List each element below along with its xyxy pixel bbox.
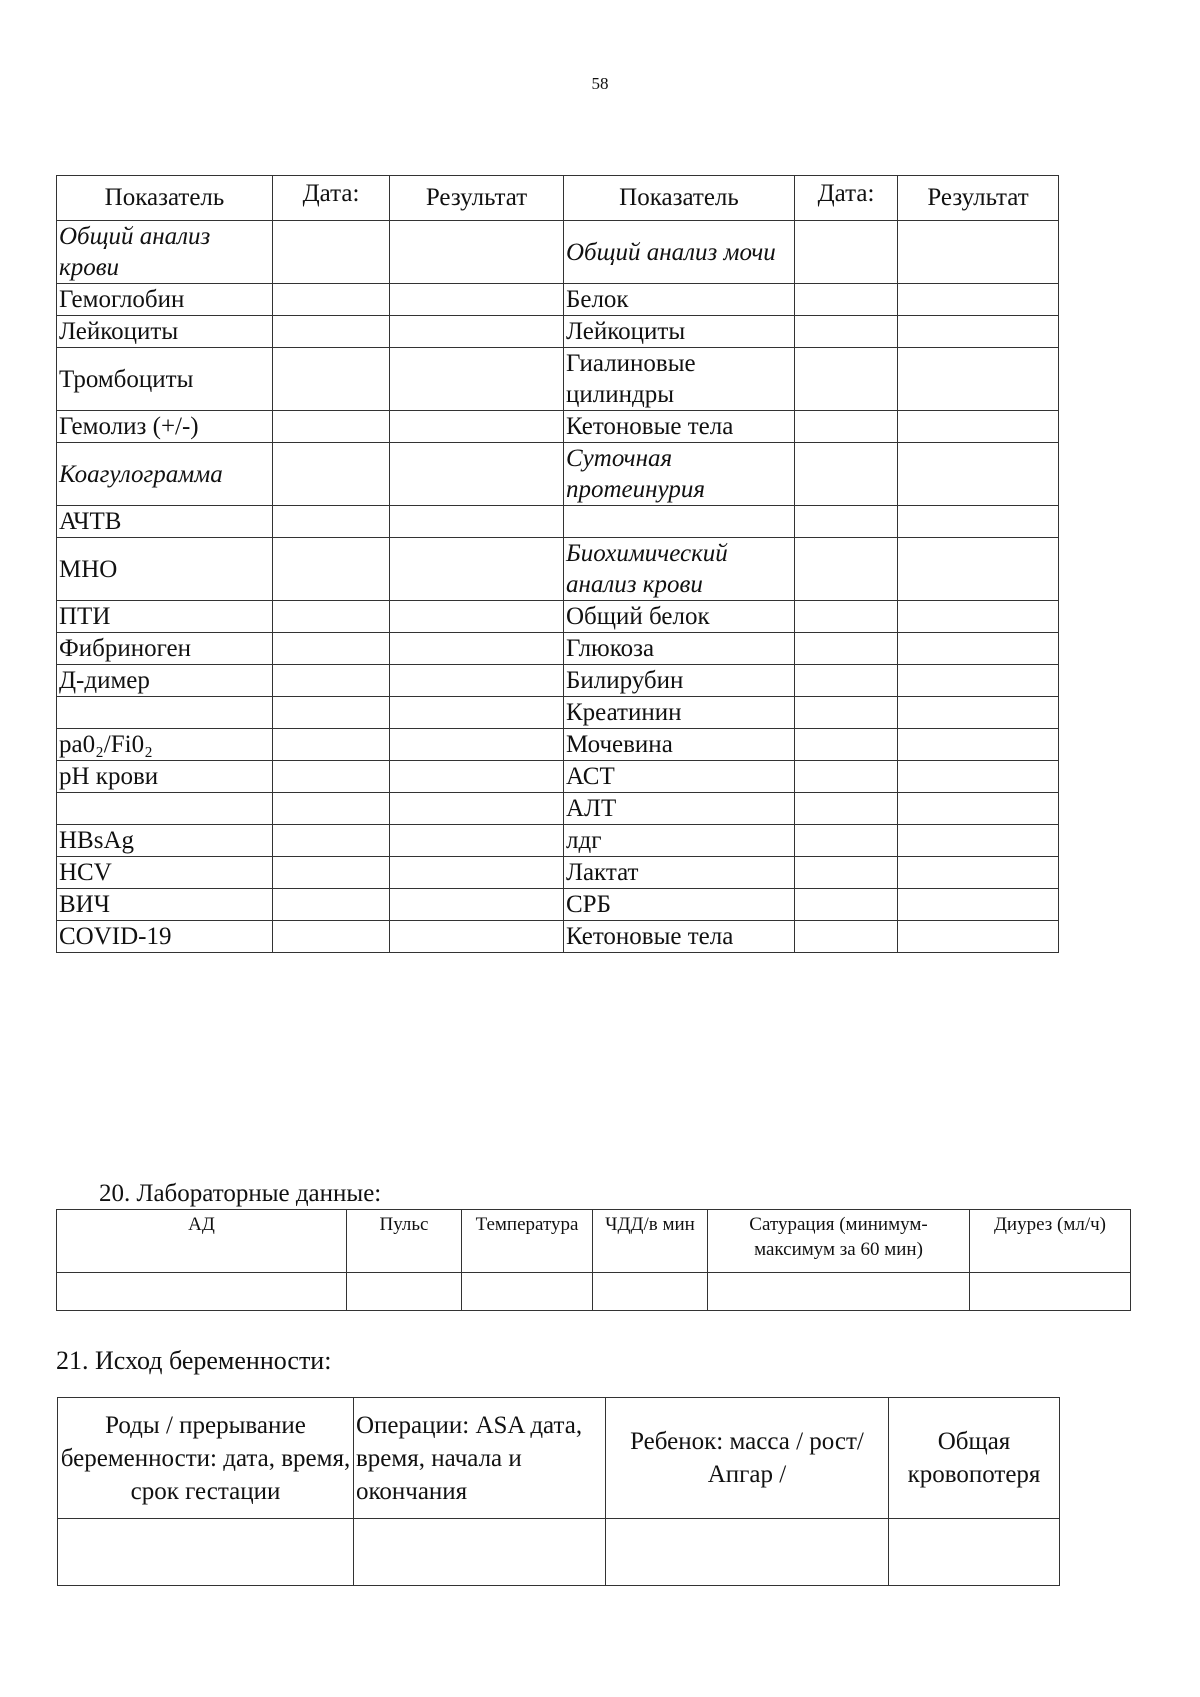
lab-indicators-table — [56, 175, 1059, 953]
section-20-title: 20. Лабораторные данные: — [99, 1180, 382, 1207]
table-row — [57, 729, 1059, 761]
page-number: 58 — [591, 74, 609, 93]
date-cell-right[interactable] — [795, 729, 898, 761]
result-cell-right[interactable] — [898, 633, 1059, 665]
table-row — [57, 411, 1059, 443]
date-cell-right[interactable] — [795, 348, 898, 411]
indicator-right: Кетоновые тела — [564, 411, 795, 443]
result-cell-left[interactable] — [390, 316, 564, 348]
result-cell-right[interactable] — [898, 729, 1059, 761]
date-cell-right[interactable] — [795, 921, 898, 953]
result-cell-right[interactable] — [898, 284, 1059, 316]
result-cell-left[interactable] — [390, 633, 564, 665]
date-cell-right[interactable] — [795, 601, 898, 633]
date-cell-right[interactable] — [795, 284, 898, 316]
indicator-right: Кетоновые тела — [564, 921, 795, 953]
indicator-right: Гиалиновые цилиндры — [564, 348, 795, 411]
lab-table-header-row — [57, 176, 1059, 221]
date-cell-right[interactable] — [795, 443, 898, 506]
blood-pressure-cell[interactable] — [57, 1273, 347, 1311]
table-row — [57, 284, 1059, 316]
indicator-left: Тромбоциты — [57, 348, 273, 411]
result-cell-left[interactable] — [390, 729, 564, 761]
header-delivery: Роды / прерывание беременности: дата, время, срок гестации — [58, 1398, 354, 1519]
temperature-cell[interactable] — [462, 1273, 593, 1311]
date-cell-right[interactable] — [795, 857, 898, 889]
result-cell-left[interactable] — [390, 761, 564, 793]
table-row — [57, 221, 1059, 284]
date-cell-left[interactable] — [273, 443, 390, 506]
date-cell-right[interactable] — [795, 633, 898, 665]
indicator-right: Белок — [564, 284, 795, 316]
date-cell-left[interactable] — [273, 857, 390, 889]
indicator-left: Гемоглобин — [57, 284, 273, 316]
table-row — [57, 443, 1059, 506]
header-diuresis: Диурез (мл/ч) — [970, 1210, 1131, 1273]
table-row — [57, 601, 1059, 633]
indicator-left: pa0₂/Fi0₂ — [57, 729, 273, 761]
date-cell-right[interactable] — [795, 889, 898, 921]
indicator-left: pH крови — [57, 761, 273, 793]
header-indicator-right: Показатель — [564, 176, 795, 221]
indicator-right: Биохимический анализ крови — [564, 538, 795, 601]
table-row — [57, 348, 1059, 411]
table-row — [57, 697, 1059, 729]
date-cell-right[interactable] — [795, 221, 898, 284]
indicator-left: Гемолиз (+/-) — [57, 411, 273, 443]
indicator-left: Общий анализ крови — [57, 221, 273, 284]
table-row — [57, 921, 1059, 953]
result-cell-right[interactable] — [898, 316, 1059, 348]
date-cell-left[interactable] — [273, 316, 390, 348]
header-date-left: Дата: — [273, 176, 390, 221]
header-blood-loss: Общая кровопотеря — [889, 1398, 1060, 1519]
table-row — [57, 793, 1059, 825]
header-respiratory-rate: ЧДД/в мин — [593, 1210, 708, 1273]
table-row — [57, 633, 1059, 665]
result-cell-right[interactable] — [898, 348, 1059, 411]
indicator-right: Общий анализ мочи — [564, 221, 795, 284]
indicator-left: Лейкоциты — [57, 316, 273, 348]
date-cell-left[interactable] — [273, 729, 390, 761]
vitals-entry-row — [57, 1273, 1131, 1311]
date-cell-right[interactable] — [795, 316, 898, 348]
header-result-left: Результат — [390, 176, 564, 221]
indicator-right — [564, 506, 795, 538]
indicator-left — [57, 697, 273, 729]
indicator-left: ПТИ — [57, 601, 273, 633]
result-cell-right[interactable] — [898, 443, 1059, 506]
result-cell-left[interactable] — [390, 411, 564, 443]
date-cell-left[interactable] — [273, 221, 390, 284]
indicator-left: Фибриноген — [57, 633, 273, 665]
vitals-header-row — [57, 1210, 1131, 1273]
pulse-cell[interactable] — [347, 1273, 462, 1311]
table-row — [57, 665, 1059, 697]
date-cell-left[interactable] — [273, 889, 390, 921]
result-cell-left[interactable] — [390, 665, 564, 697]
header-temperature: Температура — [462, 1210, 593, 1273]
respiratory-rate-cell[interactable] — [593, 1273, 708, 1311]
header-result-right: Результат — [898, 176, 1059, 221]
date-cell-right[interactable] — [795, 793, 898, 825]
result-cell-right[interactable] — [898, 857, 1059, 889]
date-cell-right[interactable] — [795, 825, 898, 857]
indicator-right: Глюкоза — [564, 633, 795, 665]
result-cell-right[interactable] — [898, 506, 1059, 538]
indicator-left: Д-димер — [57, 665, 273, 697]
result-cell-right[interactable] — [898, 221, 1059, 284]
result-cell-left[interactable] — [390, 348, 564, 411]
date-cell-right[interactable] — [795, 697, 898, 729]
section-21-title: 21. Исход беременности: — [56, 1346, 332, 1375]
result-cell-left[interactable] — [390, 221, 564, 284]
result-cell-right[interactable] — [898, 665, 1059, 697]
result-cell-left[interactable] — [390, 825, 564, 857]
date-cell-left[interactable] — [273, 348, 390, 411]
pregnancy-outcome-table — [57, 1397, 1060, 1586]
table-row — [57, 506, 1059, 538]
indicator-left: АЧТВ — [57, 506, 273, 538]
header-saturation: Сатурация (минимум-максимум за 60 мин) — [708, 1210, 970, 1273]
date-cell-left[interactable] — [273, 601, 390, 633]
indicator-left: HCV — [57, 857, 273, 889]
diuresis-cell[interactable] — [970, 1273, 1131, 1311]
date-cell-right[interactable] — [795, 538, 898, 601]
vitals-table — [56, 1209, 1131, 1311]
date-cell-left[interactable] — [273, 633, 390, 665]
result-cell-right[interactable] — [898, 825, 1059, 857]
result-cell-left[interactable] — [390, 506, 564, 538]
table-row — [57, 825, 1059, 857]
indicator-right: СРБ — [564, 889, 795, 921]
date-cell-right[interactable] — [795, 761, 898, 793]
indicator-right: Билирубин — [564, 665, 795, 697]
result-cell-left[interactable] — [390, 538, 564, 601]
header-pulse: Пульс — [347, 1210, 462, 1273]
table-row — [57, 538, 1059, 601]
result-cell-right[interactable] — [898, 601, 1059, 633]
indicator-left: ВИЧ — [57, 889, 273, 921]
header-date-right: Дата: — [795, 176, 898, 221]
date-cell-left[interactable] — [273, 921, 390, 953]
indicator-left: HBsAg — [57, 825, 273, 857]
result-cell-left[interactable] — [390, 443, 564, 506]
table-row — [57, 316, 1059, 348]
date-cell-right[interactable] — [795, 506, 898, 538]
lab-table-body — [57, 221, 1059, 953]
indicator-left: МНО — [57, 538, 273, 601]
operations-cell[interactable] — [354, 1519, 606, 1586]
indicator-left: COVID-19 — [57, 921, 273, 953]
date-cell-right[interactable] — [795, 411, 898, 443]
date-cell-left[interactable] — [273, 284, 390, 316]
date-cell-left[interactable] — [273, 793, 390, 825]
table-row — [57, 761, 1059, 793]
header-child: Ребенок: масса / рост/ Апгар / — [606, 1398, 889, 1519]
date-cell-left[interactable] — [273, 761, 390, 793]
result-cell-right[interactable] — [898, 889, 1059, 921]
indicator-right: АСТ — [564, 761, 795, 793]
indicator-right: Лактат — [564, 857, 795, 889]
indicator-right: Мочевина — [564, 729, 795, 761]
table-row — [57, 857, 1059, 889]
result-cell-left[interactable] — [390, 889, 564, 921]
result-cell-right[interactable] — [898, 538, 1059, 601]
outcome-header-row — [58, 1398, 1060, 1519]
indicator-right: АЛТ — [564, 793, 795, 825]
result-cell-left[interactable] — [390, 284, 564, 316]
date-cell-left[interactable] — [273, 665, 390, 697]
header-operations: Операции: ASA дата, время, начала и окончания — [354, 1398, 606, 1519]
indicator-right: Общий белок — [564, 601, 795, 633]
outcome-entry-row — [58, 1519, 1060, 1586]
indicator-left — [57, 793, 273, 825]
result-cell-right[interactable] — [898, 921, 1059, 953]
blood-loss-cell[interactable] — [889, 1519, 1060, 1586]
table-row — [57, 889, 1059, 921]
result-cell-left[interactable] — [390, 793, 564, 825]
date-cell-left[interactable] — [273, 538, 390, 601]
result-cell-right[interactable] — [898, 761, 1059, 793]
indicator-left: Коагулограмма — [57, 443, 273, 506]
date-cell-left[interactable] — [273, 697, 390, 729]
child-cell[interactable] — [606, 1519, 889, 1586]
result-cell-left[interactable] — [390, 857, 564, 889]
indicator-right: Креатинин — [564, 697, 795, 729]
saturation-cell[interactable] — [708, 1273, 970, 1311]
result-cell-left[interactable] — [390, 921, 564, 953]
result-cell-left[interactable] — [390, 697, 564, 729]
indicator-right: Лейкоциты — [564, 316, 795, 348]
header-blood-pressure: АД — [57, 1210, 347, 1273]
indicator-right: Суточная протеинурия — [564, 443, 795, 506]
indicator-right: лдг — [564, 825, 795, 857]
date-cell-right[interactable] — [795, 665, 898, 697]
result-cell-right[interactable] — [898, 411, 1059, 443]
result-cell-left[interactable] — [390, 601, 564, 633]
date-cell-left[interactable] — [273, 825, 390, 857]
delivery-cell[interactable] — [58, 1519, 354, 1586]
date-cell-left[interactable] — [273, 506, 390, 538]
date-cell-left[interactable] — [273, 411, 390, 443]
result-cell-right[interactable] — [898, 697, 1059, 729]
header-indicator-left: Показатель — [57, 176, 273, 221]
result-cell-right[interactable] — [898, 793, 1059, 825]
